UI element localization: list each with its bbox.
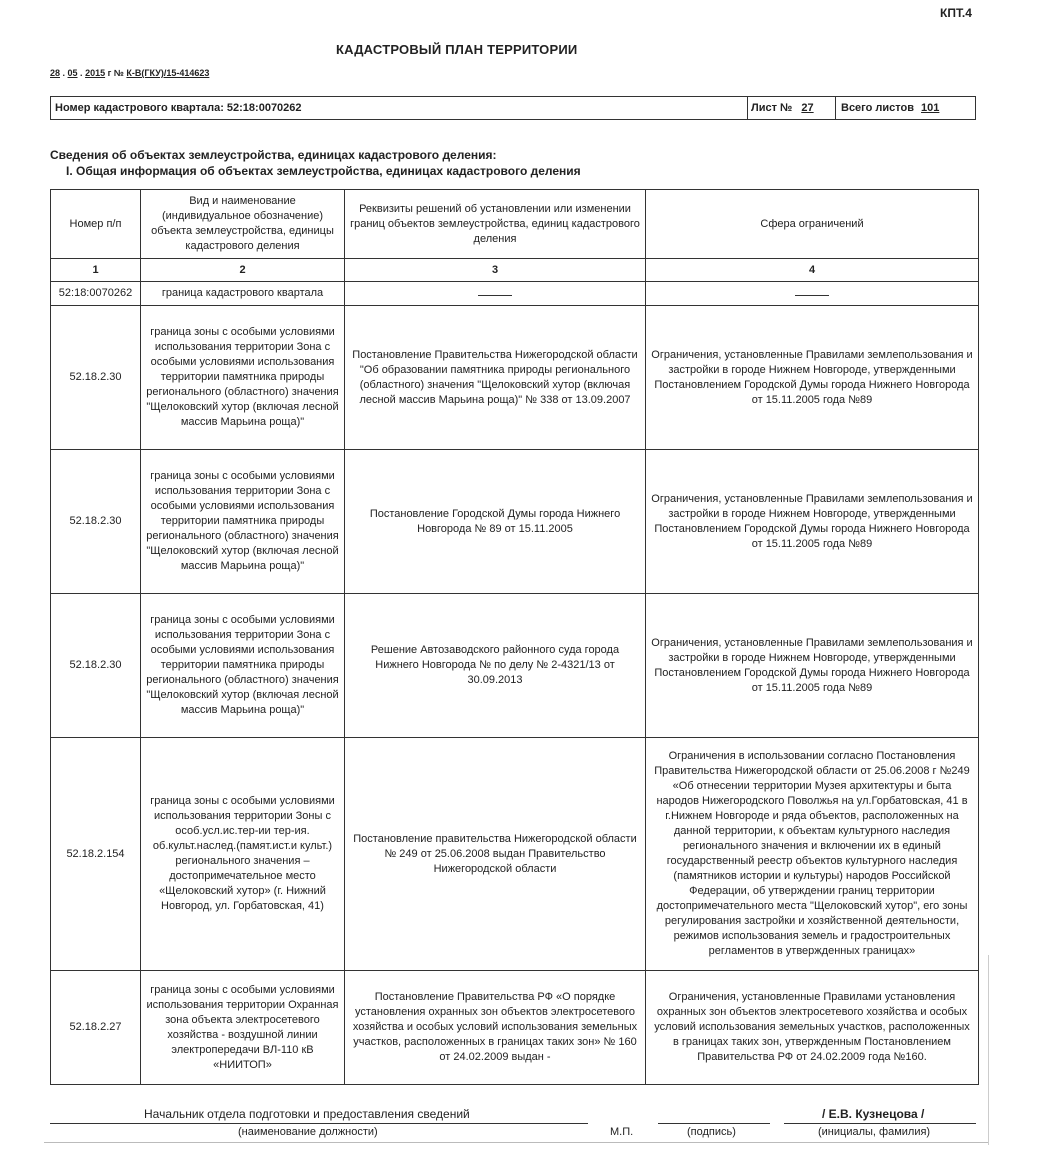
object-name: граница кадастрового квартала bbox=[141, 282, 345, 306]
section-heading: Сведения об объектах землеустройства, единицах кадастрового деления: bbox=[50, 148, 497, 162]
quarter-number: Номер кадастрового квартала: 52:18:0070262 bbox=[55, 102, 302, 114]
objects-table bbox=[50, 189, 979, 1085]
column-number: 4 bbox=[646, 259, 979, 282]
date-month: 05 bbox=[67, 68, 78, 78]
header-divider bbox=[835, 97, 836, 119]
signer-position: Начальник отдела подготовки и предоставления сведений bbox=[144, 1107, 470, 1121]
scope-cell: Ограничения в использовании согласно Постановления Правительства Нижегородской области от 25.06.2008 г №249 «Об отнесении территории Музея архитектуры и быта народов Нижегородского Поволжья на ул.Горбатовская, 41 в г.Нижнем Новгороде и ряда объектов, расположенных на данной территории, к объектам культурного наследия регионального значения и включении их в единый государственный реестр объектов культурного наследия (памятников истории и культуры) народов Российской Федерации, об утверждении границ территории достопримечательного места "Щелоковский хутор", его зоны регулирования застройки и хозяйственной деятельности, режимов использования земель и градостроительных регламентов в утвержденных границах» bbox=[646, 738, 979, 971]
form-code: КПТ.4 bbox=[940, 6, 972, 20]
date-line: 28 . 05 . 2015 г № К-В(ГКУ)/15-414623 bbox=[50, 68, 210, 78]
row-number: 52:18:0070262 bbox=[51, 282, 141, 306]
scope-cell: Ограничения, установленные Правилами установления охранных зон объектов электросетевого хозяйства и особых условий использования земельных участков, расположенных в границах таких зон, утвержденным Постановлением Правительства РФ от 24.02.2009 года №160. bbox=[646, 971, 979, 1085]
date-day: 28 bbox=[50, 68, 61, 78]
row-number: 52.18.2.30 bbox=[51, 306, 141, 450]
table-header-row bbox=[51, 190, 979, 259]
row-number: 52.18.2.27 bbox=[51, 971, 141, 1085]
sheet-number bbox=[751, 97, 814, 119]
date-number-label: г № bbox=[107, 68, 124, 78]
signature-line bbox=[658, 1123, 770, 1124]
position-line bbox=[50, 1123, 588, 1124]
bottom-divider bbox=[44, 1142, 988, 1143]
table-row bbox=[51, 971, 979, 1085]
empty-dash bbox=[795, 289, 829, 296]
sheet-label: Лист № bbox=[751, 102, 793, 114]
column-header: Номер п/п bbox=[51, 190, 141, 259]
column-number: 2 bbox=[141, 259, 345, 282]
column-header: Вид и наименование (индивидуальное обозначение) объекта землеустройства, единицы кадастрового деления bbox=[141, 190, 345, 259]
page-edge-line bbox=[988, 955, 989, 1145]
position-caption: (наименование должности) bbox=[238, 1126, 378, 1138]
decision-cell: Постановление Правительства РФ «О порядке установления охранных зон объектов электросетевого хозяйства и особых условий использования земельных участков, расположенных в границах таких зон» № 160 от 24.02.2009 выдан - bbox=[345, 971, 646, 1085]
object-name: граница зоны с особыми условиями использования территории Зона с особыми условиями использования территории памятника природы регионального (областного) значения "Щелоковский хутор (включая лесной массив Марьина роща)" bbox=[141, 594, 345, 738]
total-sheets bbox=[841, 97, 939, 119]
scope-cell: Ограничения, установленные Правилами землепользования и застройки в городе Нижнем Новгороде, утвержденными Постановлением Городской Думы города Нижнего Новгорода от 15.11.2005 года №89 bbox=[646, 594, 979, 738]
table-row bbox=[51, 282, 979, 306]
signer-name: / Е.В. Кузнецова / bbox=[822, 1107, 925, 1121]
scope-cell: Ограничения, установленные Правилами землепользования и застройки в городе Нижнем Новгороде, утвержденными Постановлением Городской Думы города Нижнего Новгорода от 15.11.2005 года №89 bbox=[646, 450, 979, 594]
column-number: 1 bbox=[51, 259, 141, 282]
column-number-row bbox=[51, 259, 979, 282]
object-name: граница зоны с особыми условиями использования территории Зона с особыми условиями использования территории памятника природы регионального (областного) значения "Щелоковский хутор (включая лесной массив Марьина роща)" bbox=[141, 450, 345, 594]
header-divider bbox=[747, 97, 748, 119]
decision-cell: Постановление Правительства Нижегородской области "Об образовании памятника природы регионального (областного) значения "Щелоковский хутор (включая лесной массив Марьина роща)" № 338 от 13.09.2007 bbox=[345, 306, 646, 450]
stamp-caption: М.П. bbox=[610, 1126, 634, 1138]
signature-caption: (подпись) bbox=[687, 1126, 736, 1138]
total-label: Всего листов bbox=[841, 102, 914, 114]
table-row bbox=[51, 450, 979, 594]
decision-cell: Постановление Городской Думы города Нижнего Новгорода № 89 от 15.11.2005 bbox=[345, 450, 646, 594]
column-header: Сфера ограничений bbox=[646, 190, 979, 259]
row-number: 52.18.2.30 bbox=[51, 594, 141, 738]
section-subheading: I. Общая информация об объектах землеустройства, единицах кадастрового деления bbox=[66, 164, 581, 178]
scope-cell bbox=[646, 282, 979, 306]
table-row bbox=[51, 594, 979, 738]
document-title: КАДАСТРОВЫЙ ПЛАН ТЕРРИТОРИИ bbox=[336, 42, 578, 57]
scope-cell: Ограничения, установленные Правилами землепользования и застройки в городе Нижнем Новгороде, утвержденными Постановлением Городской Думы города Нижнего Новгорода от 15.11.2005 года №89 bbox=[646, 306, 979, 450]
column-number: 3 bbox=[345, 259, 646, 282]
name-caption: (инициалы, фамилия) bbox=[818, 1126, 931, 1138]
row-number: 52.18.2.30 bbox=[51, 450, 141, 594]
table-row bbox=[51, 738, 979, 971]
sheet-value: 27 bbox=[801, 102, 814, 114]
quarter-header-box bbox=[50, 96, 976, 120]
document-number: К-В(ГКУ)/15-414623 bbox=[126, 68, 210, 78]
decision-cell bbox=[345, 282, 646, 306]
column-header: Реквизиты решений об установлении или изменении границ объектов землеустройства, единиц кадастрового деления bbox=[345, 190, 646, 259]
row-number: 52.18.2.154 bbox=[51, 738, 141, 971]
object-name: граница зоны с особыми условиями использования территории Зоны с особ.усл.ис.тер-ии тер-ия. об.культ.наслед.(памят.ист.и культ.) регионального значения – достопримечательное место «Щелоковский хутор» (г. Нижний Новгород, ул. Горбатовская, 41) bbox=[141, 738, 345, 971]
total-value: 101 bbox=[921, 102, 940, 114]
decision-cell: Постановление правительства Нижегородской области № 249 от 25.06.2008 выдан Правительство Нижегородской области bbox=[345, 738, 646, 971]
empty-dash bbox=[478, 289, 512, 296]
table-row bbox=[51, 306, 979, 450]
object-name: граница зоны с особыми условиями использования территории Зона с особыми условиями использования территории памятника природы регионального (областного) значения "Щелоковский хутор (включая лесной массив Марьина роща)" bbox=[141, 306, 345, 450]
date-year: 2015 bbox=[85, 68, 106, 78]
name-line bbox=[784, 1123, 976, 1124]
object-name: граница зоны с особыми условиями использования территории Охранная зона объекта электросетевого хозяйства - воздушной линии электропередачи ВЛ-110 кВ «НИИТОП» bbox=[141, 971, 345, 1085]
decision-cell: Решение Автозаводского районного суда города Нижнего Новгорода № по делу № 2-4321/13 от 30.09.2013 bbox=[345, 594, 646, 738]
